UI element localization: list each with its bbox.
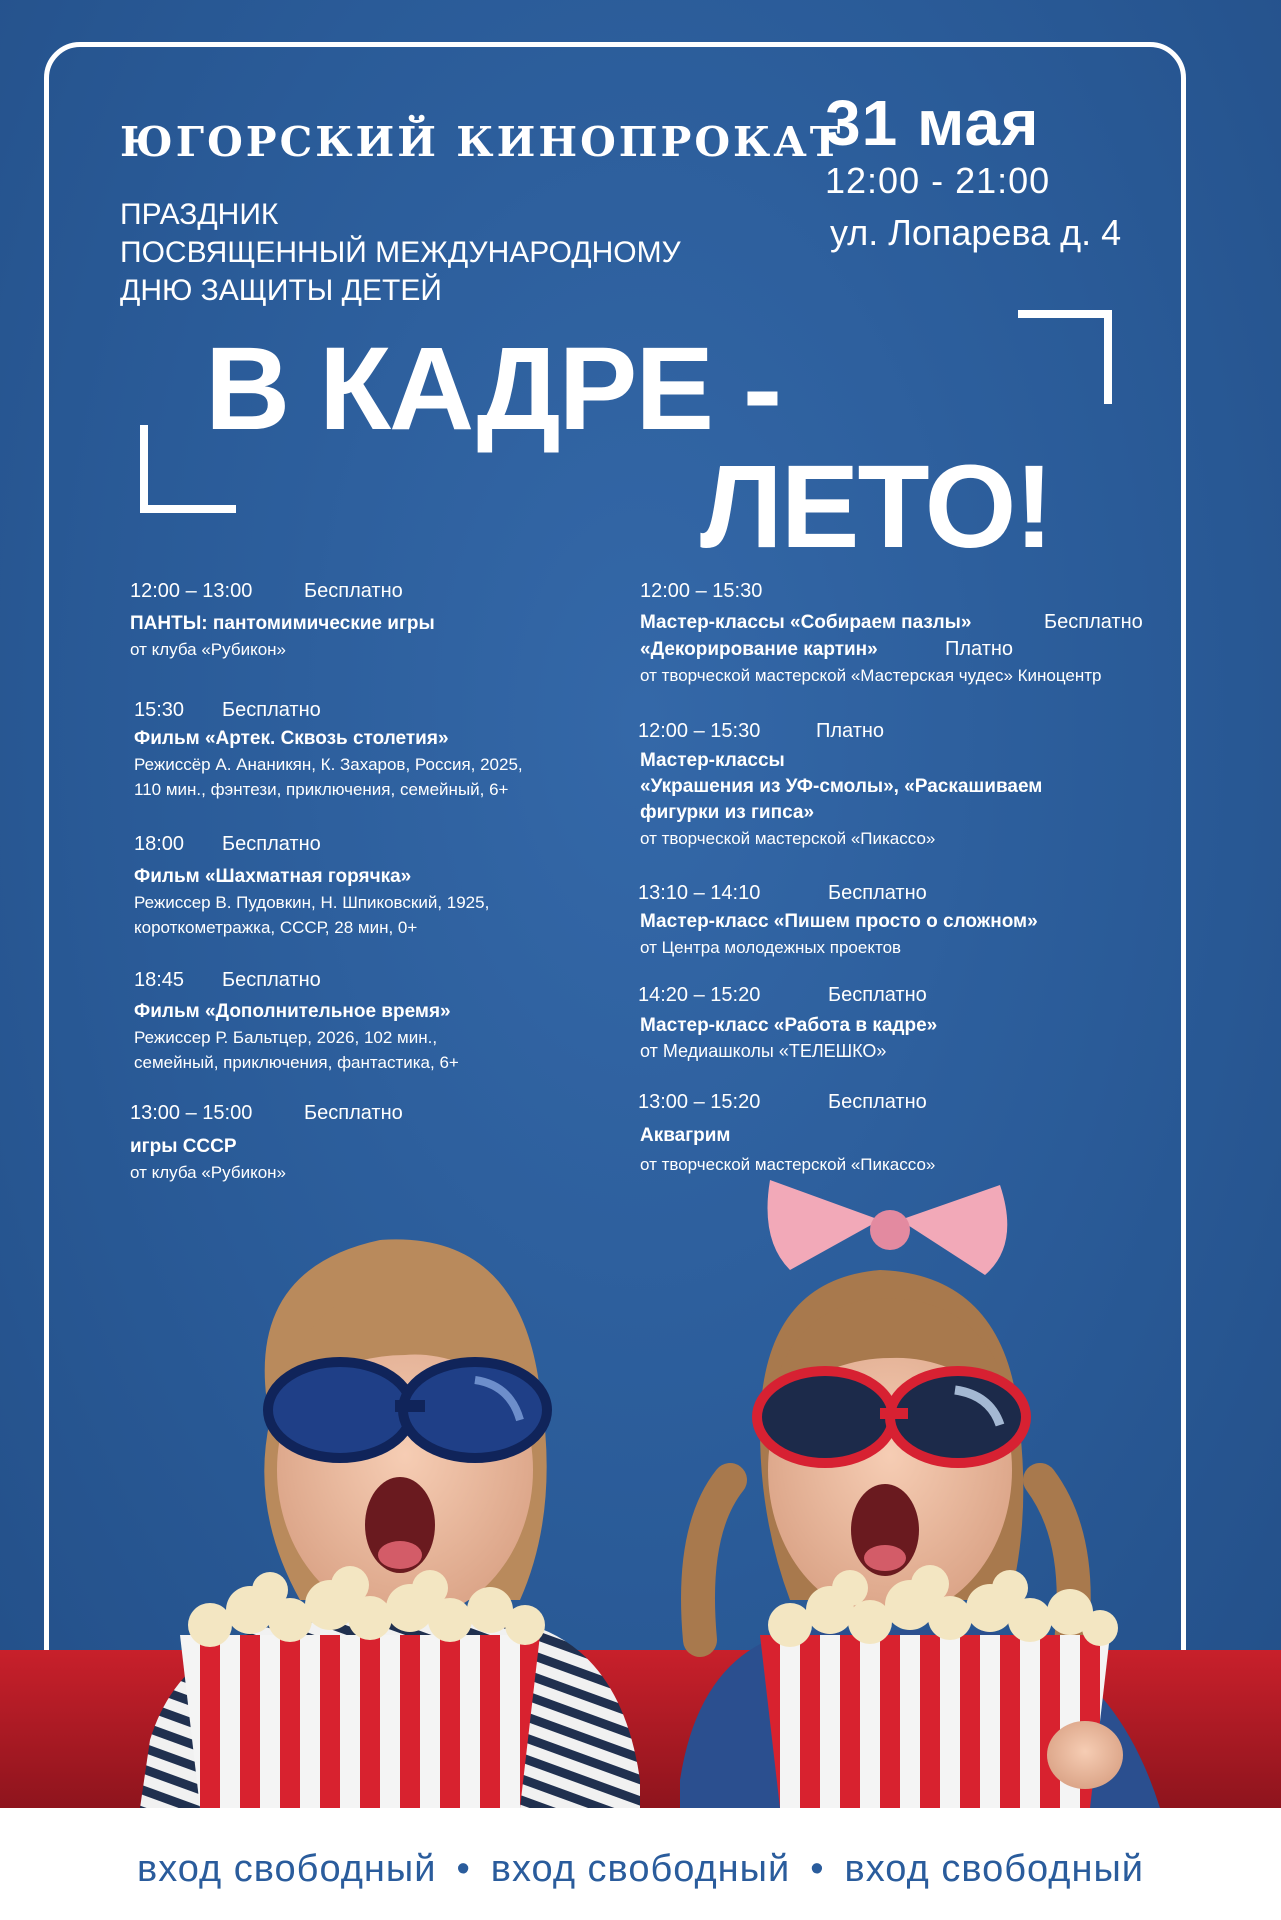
item-desc: от творческой мастерской «Пикассо»	[640, 1155, 936, 1174]
bullet-separator-icon: •	[456, 1848, 471, 1890]
event-time: 12:00 - 21:00	[825, 160, 1051, 201]
item-desc: от творческой мастерской «Мастерская чудес» Киноцентр	[640, 666, 1102, 685]
item-price: Бесплатно	[1044, 611, 1143, 633]
item-title: Аквагрим	[640, 1125, 731, 1146]
footer-phrase: вход свободный	[137, 1848, 437, 1890]
subtitle-line: ПОСВЯЩЕННЫЙ МЕЖДУНАРОДНОМУ	[120, 236, 681, 269]
headline-line-1: В КАДРЕ -	[205, 323, 781, 455]
schedule-item	[134, 831, 489, 940]
item-desc: семейный, приключения, фантастика, 6+	[134, 1053, 459, 1072]
item-desc: 110 мин., фэнтези, приключения, семейный, 6+	[134, 780, 509, 799]
item-desc: от Медиашколы «ТЕЛЕШКО»	[640, 1041, 887, 1061]
item-desc: Режиссёр А. Ананикян, К. Захаров, Россия, 2025,	[134, 755, 523, 774]
hair-bow-icon	[768, 1180, 1008, 1275]
item-title: Мастер-классы	[640, 750, 785, 771]
schedule-item	[638, 982, 937, 1064]
item-title: Мастер-классы «Собираем пазлы»	[640, 612, 972, 633]
item-price: Платно	[816, 720, 885, 742]
headline-line-2: ЛЕТО!	[700, 441, 1052, 573]
item-time: 18:45	[134, 969, 185, 991]
item-price: Бесплатно	[828, 882, 927, 904]
item-title: «Украшения из УФ-смолы», «Раскашиваем	[640, 776, 1043, 797]
item-title: Фильм «Дополнительное время»	[134, 1001, 451, 1022]
item-time: 13:00 – 15:00	[130, 1102, 253, 1124]
item-time: 14:20 – 15:20	[638, 984, 761, 1006]
item-time: 13:10 – 14:10	[638, 882, 761, 904]
item-title: Фильм «Артек. Сквозь столетия»	[134, 728, 449, 749]
item-time: 18:00	[134, 833, 185, 855]
item-desc: от Центра молодежных проектов	[640, 938, 902, 957]
item-price: Бесплатно	[304, 580, 403, 602]
item-title: ПАНТЫ: пантомимические игры	[130, 613, 435, 634]
item-price: Бесплатно	[222, 969, 321, 991]
item-time: 12:00 – 13:00	[130, 580, 253, 602]
event-address: ул. Лопарева д. 4	[830, 212, 1122, 253]
event-subtitle	[120, 196, 681, 310]
kids-with-popcorn-illustration	[0, 1180, 1281, 1808]
item-title: Мастер-класс «Работа в кадре»	[640, 1015, 938, 1036]
item-time: 13:00 – 15:20	[638, 1091, 761, 1113]
schedule-item	[130, 1100, 403, 1185]
footer-phrase: вход свободный	[844, 1848, 1144, 1890]
schedule-item	[638, 1089, 935, 1177]
schedule-item	[134, 697, 523, 802]
item-price: Бесплатно	[828, 1091, 927, 1113]
item-desc: Режиссер Р. Бальтцер, 2026, 102 мин.,	[134, 1028, 438, 1047]
footer-banner	[0, 1808, 1281, 1920]
subtitle-line: ДНЮ ЗАЩИТЫ ДЕТЕЙ	[120, 274, 442, 307]
item-title: Мастер-класс «Пишем просто о сложном»	[640, 911, 1038, 932]
item-price: Бесплатно	[222, 699, 321, 721]
schedule-item	[130, 578, 435, 662]
item-desc: от клуба «Рубикон»	[130, 640, 286, 659]
bullet-separator-icon: •	[810, 1848, 825, 1890]
schedule-item	[638, 880, 1038, 960]
item-title: игры СССР	[130, 1136, 237, 1157]
item-price: Бесплатно	[828, 984, 927, 1006]
footer-text	[0, 1848, 1281, 1891]
item-time: 12:00 – 15:30	[640, 580, 763, 602]
item-time: 12:00 – 15:30	[638, 720, 761, 742]
item-price: Платно	[945, 638, 1014, 660]
item-desc: от творческой мастерской «Пикассо»	[640, 829, 936, 848]
item-title: фигурки из гипса»	[640, 802, 815, 823]
corner-bracket-top-right	[1018, 310, 1112, 404]
subtitle-line: ПРАЗДНИК	[120, 198, 279, 231]
item-desc: Режиссер В. Пудовкин, Н. Шпиковский, 1925,	[134, 893, 490, 912]
item-title: Фильм «Шахматная горячка»	[134, 866, 412, 887]
right-kid	[680, 1180, 1160, 1808]
item-price: Бесплатно	[222, 833, 321, 855]
footer-phrase: вход свободный	[490, 1848, 791, 1890]
organizer-name: ЮГОРСКИЙ КИНОПРОКАТ	[120, 118, 844, 166]
left-kid	[140, 1239, 640, 1808]
event-date: 31 мая	[825, 87, 1040, 159]
item-title: «Декорирование картин»	[640, 639, 878, 660]
item-desc: от клуба «Рубикон»	[130, 1163, 286, 1182]
item-time: 15:30	[134, 699, 185, 721]
schedule-item	[638, 718, 1042, 851]
schedule-item	[134, 967, 459, 1075]
schedule-item	[640, 578, 1143, 688]
item-price: Бесплатно	[304, 1102, 403, 1124]
item-desc: короткометражка, СССР, 28 мин, 0+	[134, 918, 418, 937]
